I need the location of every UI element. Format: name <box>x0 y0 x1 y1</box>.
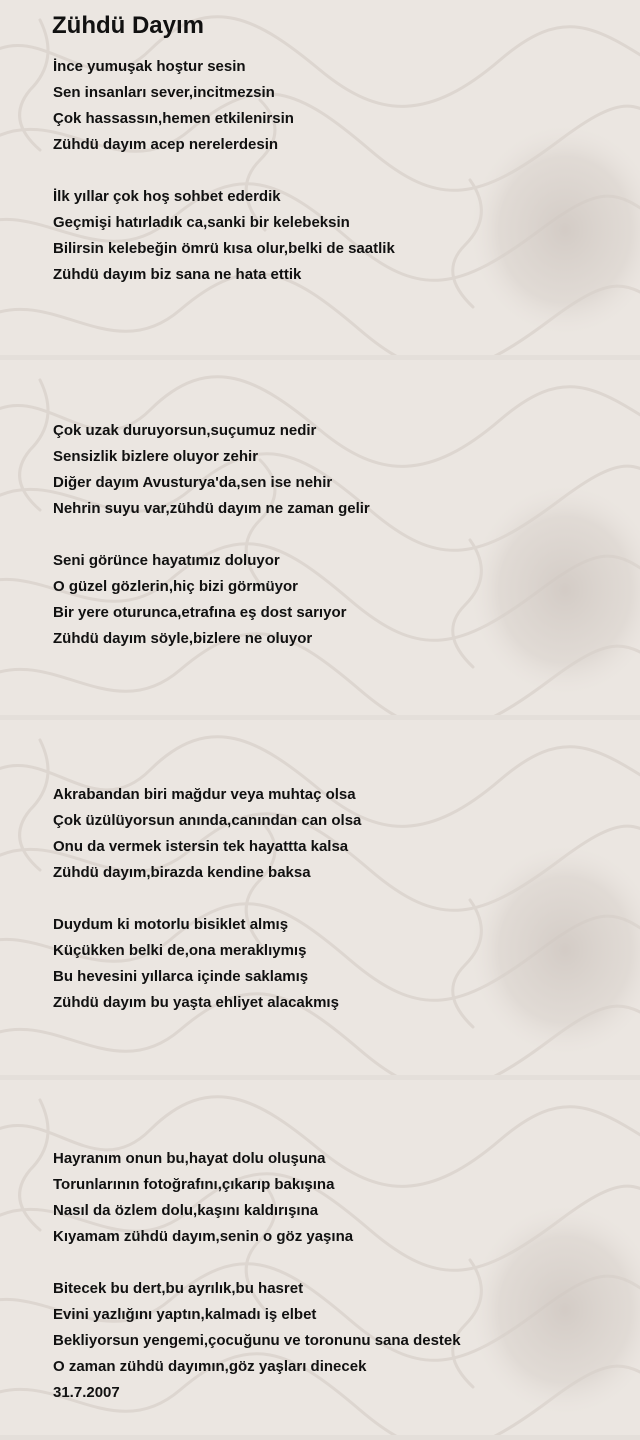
poem-line: Bu hevesini yıllarca içinde saklamış <box>53 968 309 985</box>
poem-line: Zühdü dayım söyle,bizlere ne oluyor <box>53 630 313 647</box>
poem-line: Nehrin suyu var,zühdü dayım ne zaman gelir <box>53 500 370 517</box>
poem-line: Zühdü dayım,birazda kendine baksa <box>53 864 311 881</box>
poem-section <box>53 418 613 652</box>
poem-line: Sensizlik bizlere oluyor zehir <box>53 448 259 465</box>
poem-line: İnce yumuşak hoştur sesin <box>53 58 246 75</box>
poem-line: Bitecek bu dert,bu ayrılık,bu hasret <box>53 1280 304 1297</box>
poem-line: Küçükken belki de,ona meraklıymış <box>53 942 307 959</box>
poem-line: Onu da vermek istersin tek hayattta kalsa <box>53 838 349 855</box>
poem-body <box>53 54 613 1406</box>
poem-line: Zühdü dayım acep nerelerdesin <box>53 136 279 153</box>
stanza-gap <box>53 158 613 184</box>
poem-stanza <box>53 184 613 288</box>
poem-line: Geçmişi hatırladık ca,sanki bir kelebeksin <box>53 214 350 231</box>
poem-line: Akrabandan biri mağdur veya muhtaç olsa <box>53 786 356 803</box>
poem-line: Zühdü dayım biz sana ne hata ettik <box>53 266 302 283</box>
section-gap <box>53 1016 613 1146</box>
poem-stanza <box>53 418 613 522</box>
poem-line: Çok hassassın,hemen etkilenirsin <box>53 110 294 127</box>
poem-stanza <box>53 1276 613 1406</box>
poem-line: Bilirsin kelebeğin ömrü kısa olur,belki de saatlik <box>53 240 395 257</box>
stanza-gap <box>53 886 613 912</box>
stanza-gap <box>53 522 613 548</box>
poem-line: Çok uzak duruyorsun,suçumuz nedir <box>53 422 317 439</box>
poem-line: Nasıl da özlem dolu,kaşını kaldırışına <box>53 1202 319 1219</box>
poem-line: Diğer dayım Avusturya'da,sen ise nehir <box>53 474 333 491</box>
poem-line: Sen insanları sever,incitmezsin <box>53 84 275 101</box>
poem-line: Seni görünce hayatımız doluyor <box>53 552 280 569</box>
poem-line: Zühdü dayım bu yaşta ehliyet alacakmış <box>53 994 339 1011</box>
poem-line: Bir yere oturunca,etrafına eş dost sarıyor <box>53 604 347 621</box>
poem-stanza <box>53 912 613 1016</box>
poem-line: Çok üzülüyorsun anında,canından can olsa <box>53 812 362 829</box>
poem-stanza <box>53 548 613 652</box>
poem-line: Torunlarının fotoğrafını,çıkarıp bakışına <box>53 1176 335 1193</box>
poem-line: Bekliyorsun yengemi,çocuğunu ve toronunu sana destek <box>53 1332 461 1349</box>
section-gap <box>53 288 613 418</box>
poem-section <box>53 782 613 1016</box>
poem-line: Evini yazlığını yaptın,kalmadı iş elbet <box>53 1306 317 1323</box>
poem-line: 31.7.2007 <box>53 1384 120 1401</box>
poem-line: Kıyamam zühdü dayım,senin o göz yaşına <box>53 1228 354 1245</box>
poem-line: İlk yıllar çok hoş sohbet ederdik <box>53 188 281 205</box>
section-gap <box>53 652 613 782</box>
poem-stanza <box>53 1146 613 1250</box>
stanza-gap <box>53 1250 613 1276</box>
poem-stanza <box>53 782 613 886</box>
poem-line: O zaman zühdü dayımın,göz yaşları dinecek <box>53 1358 367 1375</box>
poem-section <box>53 1146 613 1406</box>
poem-line: Duydum ki motorlu bisiklet almış <box>53 916 289 933</box>
poem-title: Zühdü Dayım <box>52 12 205 39</box>
poem-section <box>53 54 613 288</box>
poem-line: Hayranım onun bu,hayat dolu oluşuna <box>53 1150 326 1167</box>
poem-line: O güzel gözlerin,hiç bizi görmüyor <box>53 578 299 595</box>
poem-stanza <box>53 54 613 158</box>
